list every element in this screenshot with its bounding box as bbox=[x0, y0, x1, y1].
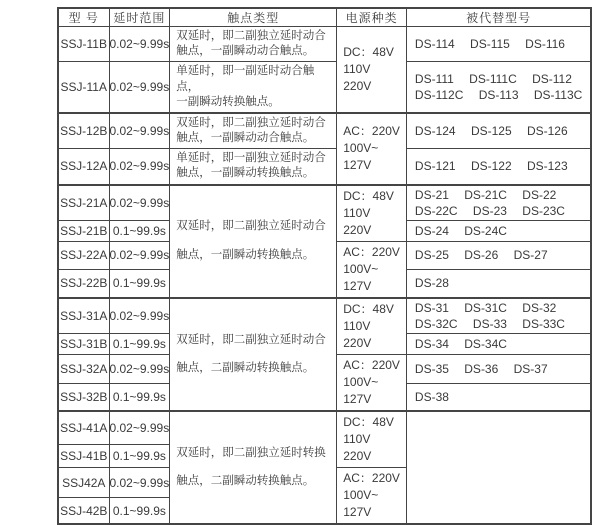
ds-line: DS-25 DS-26 DS-27 bbox=[414, 248, 548, 263]
power-line: DC：48V bbox=[343, 44, 394, 59]
replaced-models-cell bbox=[406, 62, 591, 113]
power-type-cell bbox=[337, 241, 407, 298]
delay-range-cell: 0.02~9.99s bbox=[109, 113, 170, 149]
power-line: DC：48V bbox=[343, 188, 394, 203]
replaced-models-cell bbox=[406, 27, 591, 62]
ds-line: DS-28 bbox=[414, 276, 449, 291]
contact-line: 触点，一副瞬动动合触点。 bbox=[176, 132, 315, 145]
power-line: 220V bbox=[343, 335, 372, 350]
power-line: 127V bbox=[343, 505, 372, 520]
delay-range-cell: 0.02~9.99s bbox=[109, 185, 170, 221]
contact-line: 单延时，即一副独立延时动合 bbox=[176, 152, 326, 165]
model-cell: SSJ42A bbox=[58, 468, 109, 498]
replaced-models-cell bbox=[406, 298, 591, 334]
contact-line: 触点，一副瞬动转换触点。 bbox=[176, 167, 315, 180]
model-cell: SSJ-12B bbox=[58, 113, 109, 149]
delay-range-cell: 0.1~99.9s bbox=[109, 445, 170, 468]
header-power-type: 电源种类 bbox=[337, 8, 407, 27]
replaced-models-cell bbox=[406, 355, 591, 384]
contact-line: 触点，一副瞬动转换触点。 bbox=[176, 248, 315, 261]
power-type-cell bbox=[337, 27, 407, 113]
delay-range-cell: 0.02~9.99s bbox=[109, 411, 170, 444]
power-type-cell bbox=[337, 411, 407, 468]
power-line: DC：48V bbox=[343, 301, 394, 316]
power-line: 220V bbox=[343, 78, 372, 93]
model-cell: SSJ-11B bbox=[58, 27, 109, 62]
delay-range-cell: 0.02~9.99s bbox=[109, 149, 170, 185]
replaced-models-cell bbox=[406, 334, 591, 355]
model-cell: SSJ-11A bbox=[58, 62, 109, 113]
contact-line: 单延时，即一副延时动合触点， bbox=[176, 65, 315, 93]
delay-range-cell: 0.02~9.99s bbox=[109, 62, 170, 113]
power-line: 127V bbox=[343, 278, 372, 293]
replaced-models-cell bbox=[406, 411, 591, 524]
model-cell: SSJ-41A bbox=[58, 411, 109, 444]
header-contact-type: 触点类型 bbox=[170, 8, 337, 27]
contact-type-cell bbox=[170, 411, 337, 524]
ds-line: DS-34 DS-34C bbox=[414, 337, 507, 352]
power-line: 220V bbox=[343, 222, 372, 237]
replaced-models-cell bbox=[406, 185, 591, 221]
table-row bbox=[58, 411, 591, 444]
model-cell: SSJ-42B bbox=[58, 498, 109, 525]
power-line: AC：220V bbox=[343, 471, 400, 486]
table-row bbox=[58, 185, 591, 221]
model-cell: SSJ-32B bbox=[58, 383, 109, 411]
ds-line: DS-112C DS-113 DS-113C bbox=[414, 88, 583, 103]
contact-type-cell bbox=[170, 149, 337, 185]
power-line: AC：220V bbox=[343, 124, 400, 139]
power-line: 100V~ bbox=[343, 261, 379, 276]
model-cell: SSJ-22B bbox=[58, 269, 109, 297]
contact-line: 触点，二副瞬动转换触点。 bbox=[176, 475, 315, 488]
model-cell: SSJ-41B bbox=[58, 445, 109, 468]
ds-line: DS-24 DS-24C bbox=[414, 223, 507, 238]
delay-range-cell: 0.02~9.99s bbox=[109, 355, 170, 384]
model-cell: SSJ-31A bbox=[58, 298, 109, 334]
relay-model-table bbox=[57, 7, 592, 525]
table-row bbox=[58, 149, 591, 185]
ds-line: DS-121 DS-122 DS-123 bbox=[414, 159, 568, 174]
model-cell: SSJ-31B bbox=[58, 334, 109, 355]
replaced-models-cell bbox=[406, 241, 591, 269]
contact-type-cell bbox=[170, 298, 337, 411]
power-line: 100V~ bbox=[343, 375, 379, 390]
power-line: 110V bbox=[343, 432, 371, 447]
delay-range-cell: 0.02~9.99s bbox=[109, 241, 170, 269]
delay-range-cell: 0.1~99.9s bbox=[109, 269, 170, 297]
power-type-cell bbox=[337, 468, 407, 525]
model-cell: SSJ-32A bbox=[58, 355, 109, 384]
contact-line: 触点，二副瞬动转换触点。 bbox=[176, 361, 315, 374]
ds-line: DS-31 DS-31C DS-32 bbox=[414, 300, 557, 315]
replaced-models-cell bbox=[406, 221, 591, 241]
header-row bbox=[58, 8, 591, 27]
ds-line: DS-21 DS-21C DS-22 bbox=[414, 187, 557, 202]
contact-type-cell bbox=[170, 27, 337, 62]
ds-line: DS-22C DS-23 DS-23C bbox=[414, 203, 565, 218]
ds-line: DS-35 DS-36 DS-37 bbox=[414, 361, 548, 376]
power-line: 127V bbox=[343, 158, 372, 173]
power-line: AC：220V bbox=[343, 244, 400, 259]
delay-range-cell: 0.1~99.9s bbox=[109, 498, 170, 525]
power-line: 100V~ bbox=[343, 141, 379, 156]
table-row bbox=[58, 113, 591, 149]
ds-line: DS-124 DS-125 DS-126 bbox=[414, 123, 568, 138]
table-row bbox=[58, 27, 591, 62]
power-line: 127V bbox=[343, 392, 372, 407]
power-line: 110V bbox=[343, 205, 371, 220]
delay-range-cell: 0.1~99.9s bbox=[109, 334, 170, 355]
power-line: AC：220V bbox=[343, 358, 400, 373]
model-cell: SSJ-21A bbox=[58, 185, 109, 221]
ds-line: DS-32C DS-33 DS-33C bbox=[414, 316, 565, 331]
power-line: DC：48V bbox=[343, 415, 394, 430]
replaced-models-cell bbox=[406, 383, 591, 411]
replaced-models-cell bbox=[406, 113, 591, 149]
power-type-cell bbox=[337, 185, 407, 242]
power-line: 220V bbox=[343, 449, 372, 464]
header-model: 型 号 bbox=[58, 8, 109, 27]
contact-type-cell bbox=[170, 62, 337, 113]
delay-range-cell: 0.1~99.9s bbox=[109, 221, 170, 241]
contact-line: 双延时，即二副独立延时转换 bbox=[176, 447, 326, 460]
ds-line: DS-38 bbox=[414, 389, 449, 404]
contact-line: 双延时，即二副独立延时动合 bbox=[176, 333, 326, 346]
model-cell: SSJ-12A bbox=[58, 149, 109, 185]
power-type-cell bbox=[337, 113, 407, 185]
power-line: 100V~ bbox=[343, 488, 379, 503]
table-row bbox=[58, 62, 591, 113]
delay-range-cell: 0.1~99.9s bbox=[109, 383, 170, 411]
power-line: 110V bbox=[343, 318, 371, 333]
power-type-cell bbox=[337, 355, 407, 412]
delay-range-cell: 0.02~9.99s bbox=[109, 27, 170, 62]
contact-type-cell bbox=[170, 185, 337, 298]
contact-line: 触点，一副瞬动动合触点。 bbox=[176, 45, 315, 58]
contact-line: 双延时，即二副独立延时动合 bbox=[176, 116, 326, 129]
header-replaced-models: 被代替型号 bbox=[406, 8, 591, 27]
delay-range-cell: 0.02~9.99s bbox=[109, 298, 170, 334]
contact-line: 双延时，即二副独立延时动合 bbox=[176, 220, 326, 233]
header-delay-range: 延时范围 bbox=[109, 8, 170, 27]
contact-line: 一副瞬动转换触点。 bbox=[176, 95, 280, 108]
power-type-cell bbox=[337, 298, 407, 355]
model-cell: SSJ-22A bbox=[58, 241, 109, 269]
contact-line: 双延时，即二副独立延时动合 bbox=[176, 30, 326, 42]
power-line: 110V bbox=[343, 61, 371, 76]
replaced-models-cell bbox=[406, 269, 591, 297]
delay-range-cell: 0.02~9.99s bbox=[109, 468, 170, 498]
table-row bbox=[58, 298, 591, 334]
ds-line: DS-111 DS-111C DS-112 bbox=[414, 71, 572, 86]
contact-type-cell bbox=[170, 113, 337, 149]
ds-line: DS-114 DS-115 DS-116 bbox=[414, 37, 565, 52]
model-cell: SSJ-21B bbox=[58, 221, 109, 241]
replaced-models-cell bbox=[406, 149, 591, 185]
